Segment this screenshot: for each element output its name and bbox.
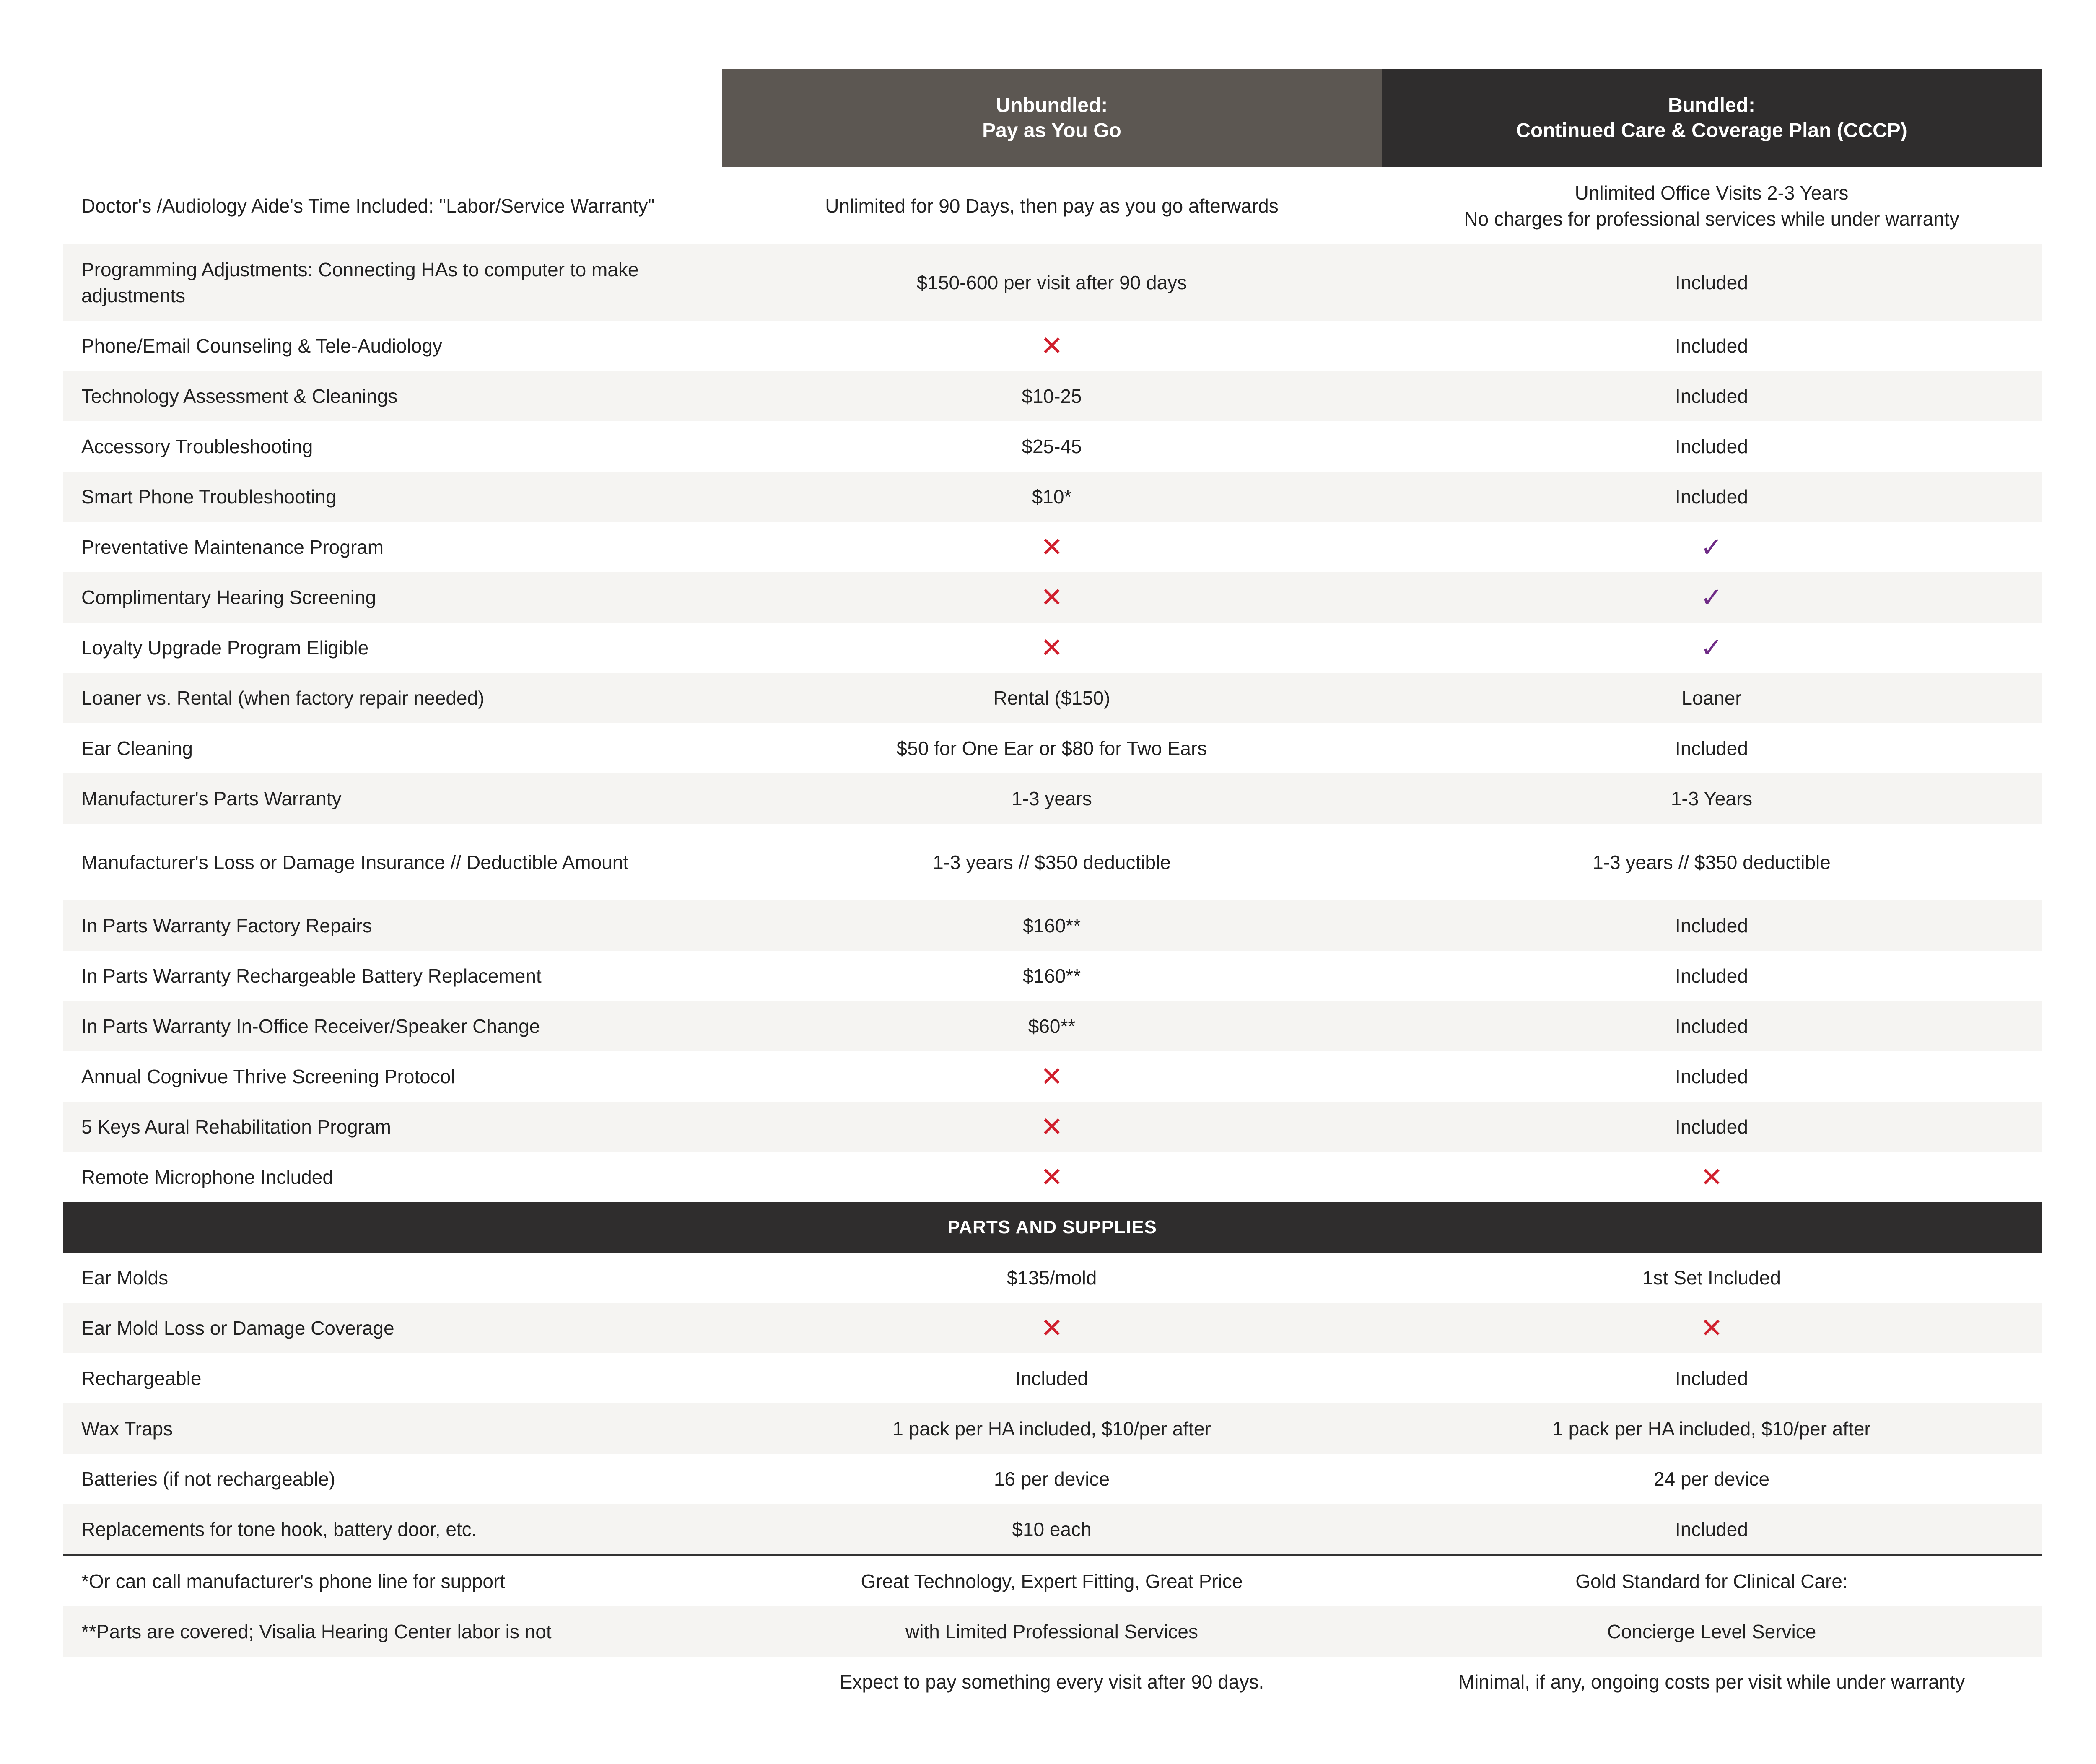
table-row xyxy=(63,1353,2042,1403)
table-row xyxy=(63,572,2042,623)
unbundled-value: 1-3 years // $350 deductible xyxy=(933,851,1171,873)
table-row xyxy=(63,244,2042,321)
table-row xyxy=(63,321,2042,371)
unbundled-cell xyxy=(722,433,1382,459)
table-row xyxy=(63,1606,2042,1657)
bundled-value: Included xyxy=(1675,915,1748,936)
bundled-cell xyxy=(1382,484,2042,510)
bundled-header-line1: Bundled: xyxy=(1668,94,1755,117)
unbundled-value: $25-45 xyxy=(1022,436,1082,457)
table-row xyxy=(63,1253,2042,1303)
bundled-value: 1-3 years // $350 deductible xyxy=(1593,851,1831,873)
bundled-value-line2: No charges for professional services while under warranty xyxy=(1464,208,1959,230)
bundled-cell xyxy=(1382,433,2042,459)
unbundled-value: 16 per device xyxy=(994,1468,1110,1490)
unbundled-cell xyxy=(722,193,1382,219)
row-label: Programming Adjustments: Connecting HAs to computer to make adjustments xyxy=(81,258,639,306)
bundled-cell xyxy=(1382,786,2042,812)
parts-section xyxy=(63,1253,2042,1554)
bundled-value: Included xyxy=(1675,436,1748,457)
unbundled-cell xyxy=(722,913,1382,939)
table-row xyxy=(63,167,2042,244)
row-label: Loyalty Upgrade Program Eligible xyxy=(81,637,369,659)
row-label: Rechargeable xyxy=(81,1367,202,1389)
bundled-cell xyxy=(1382,1064,2042,1090)
row-label: Annual Cognivue Thrive Screening Protocol xyxy=(81,1066,455,1087)
bundled-cell xyxy=(1382,735,2042,761)
bundled-value: Unlimited Office Visits 2-3 Years xyxy=(1575,182,1849,204)
unbundled-cell xyxy=(722,1013,1382,1039)
row-label: Complimentary Hearing Screening xyxy=(81,586,376,608)
table-row xyxy=(63,1504,2042,1554)
check-mark-icon: ✓ xyxy=(1700,532,1723,562)
bundled-value: Included xyxy=(1675,335,1748,357)
unbundled-value: $150-600 per visit after 90 days xyxy=(916,271,1187,293)
parts-section-title: PARTS AND SUPPLIES xyxy=(63,1202,2042,1253)
table-row xyxy=(63,1001,2042,1051)
x-mark-icon: ✕ xyxy=(1040,1112,1063,1142)
bundled-cell xyxy=(1382,963,2042,989)
unbundled-value: 1-3 years xyxy=(1012,788,1092,809)
bundled-value: Included xyxy=(1675,1116,1748,1138)
table-row xyxy=(63,421,2042,472)
bundled-cell xyxy=(1382,913,2042,939)
unbundled-header-line2: Pay as You Go xyxy=(982,119,1121,142)
x-mark-icon: ✕ xyxy=(1040,331,1063,361)
x-mark-icon: ✕ xyxy=(1040,1313,1063,1343)
row-label: Doctor's /Audiology Aide's Time Included: "Labor/Service Warranty" xyxy=(81,195,655,217)
bundled-value: 1st Set Included xyxy=(1642,1267,1781,1289)
unbundled-cell xyxy=(722,1619,1382,1645)
row-label: **Parts are covered; Visalia Hearing Center labor is not xyxy=(81,1621,552,1642)
bundled-value: Included xyxy=(1675,965,1748,987)
bundled-cell xyxy=(1382,1265,2042,1291)
bundled-cell xyxy=(1382,1568,2042,1594)
unbundled-value: $10 each xyxy=(1012,1518,1092,1540)
bundled-cell xyxy=(1382,634,2042,661)
table-row xyxy=(63,951,2042,1001)
bundled-cell xyxy=(1382,180,2042,232)
row-label: Technology Assessment & Cleanings xyxy=(81,385,398,407)
bundled-cell xyxy=(1382,1164,2042,1191)
bundled-value: Included xyxy=(1675,737,1748,759)
unbundled-value: $10-25 xyxy=(1022,385,1082,407)
bundled-cell xyxy=(1382,1365,2042,1391)
unbundled-cell xyxy=(722,1669,1382,1695)
row-label: 5 Keys Aural Rehabilitation Program xyxy=(81,1116,391,1138)
unbundled-cell xyxy=(722,1265,1382,1291)
table-row xyxy=(63,824,2042,900)
unbundled-cell xyxy=(722,534,1382,560)
row-label: Manufacturer's Loss or Damage Insurance // Deductible Amount xyxy=(81,851,629,873)
table-row xyxy=(63,900,2042,951)
row-label: In Parts Warranty Rechargeable Battery Replacement xyxy=(81,965,542,987)
table-row xyxy=(63,1657,2042,1707)
unbundled-value: $60** xyxy=(1028,1015,1076,1037)
unbundled-value: $135/mold xyxy=(1006,1267,1097,1289)
bundled-cell xyxy=(1382,1315,2042,1341)
unbundled-value: $160** xyxy=(1022,965,1081,987)
comparison-table xyxy=(63,69,2042,1707)
row-label: Loaner vs. Rental (when factory repair needed) xyxy=(81,687,485,709)
services-section xyxy=(63,167,2042,1202)
unbundled-header-line1: Unbundled: xyxy=(996,94,1108,117)
bundled-cell xyxy=(1382,1466,2042,1492)
bundled-cell xyxy=(1382,333,2042,359)
bundled-cell xyxy=(1382,270,2042,296)
unbundled-cell xyxy=(722,1164,1382,1191)
unbundled-cell xyxy=(722,332,1382,359)
row-label: In Parts Warranty Factory Repairs xyxy=(81,915,372,936)
row-label: Ear Mold Loss or Damage Coverage xyxy=(81,1317,394,1339)
row-label: Preventative Maintenance Program xyxy=(81,536,384,558)
check-mark-icon: ✓ xyxy=(1700,633,1723,663)
bundled-value: Loaner xyxy=(1681,687,1742,709)
bundled-value: Included xyxy=(1675,486,1748,508)
unbundled-cell xyxy=(722,1466,1382,1492)
unbundled-cell xyxy=(722,685,1382,711)
table-row xyxy=(63,723,2042,773)
unbundled-cell xyxy=(722,1568,1382,1594)
bundled-cell xyxy=(1382,534,2042,560)
table-row xyxy=(63,1403,2042,1454)
unbundled-cell xyxy=(722,1113,1382,1140)
unbundled-value: Included xyxy=(1015,1367,1088,1389)
row-label: Wax Traps xyxy=(81,1418,173,1440)
table-row xyxy=(63,371,2042,421)
unbundled-value: with Limited Professional Services xyxy=(905,1621,1198,1642)
row-label: Smart Phone Troubleshooting xyxy=(81,486,337,508)
bundled-value: 1-3 Years xyxy=(1671,788,1753,809)
unbundled-value: $160** xyxy=(1022,915,1081,936)
bundled-cell xyxy=(1382,1669,2042,1695)
unbundled-cell xyxy=(722,849,1382,875)
bundled-cell xyxy=(1382,1416,2042,1442)
row-label: Remote Microphone Included xyxy=(81,1166,333,1188)
bundled-header-line2: Continued Care & Coverage Plan (CCCP) xyxy=(1516,119,1907,142)
bundled-value: 1 pack per HA included, $10/per after xyxy=(1552,1418,1871,1440)
bundled-value: Minimal, if any, ongoing costs per visit while under warranty xyxy=(1458,1671,1965,1693)
unbundled-cell xyxy=(722,584,1382,611)
row-label: Ear Molds xyxy=(81,1267,169,1289)
bundled-value: Gold Standard for Clinical Care: xyxy=(1575,1570,1848,1592)
bundled-cell xyxy=(1382,1114,2042,1140)
unbundled-cell xyxy=(722,270,1382,296)
x-mark-icon: ✕ xyxy=(1700,1313,1723,1343)
bundled-value: Included xyxy=(1675,1066,1748,1087)
unbundled-cell xyxy=(722,1516,1382,1542)
bundled-cell xyxy=(1382,584,2042,611)
unbundled-cell xyxy=(722,383,1382,409)
bundled-cell xyxy=(1382,1013,2042,1039)
unbundled-cell xyxy=(722,963,1382,989)
unbundled-value: Rental ($150) xyxy=(993,687,1110,709)
unbundled-column-header xyxy=(722,69,1382,167)
table-row xyxy=(63,673,2042,723)
bundled-value: Concierge Level Service xyxy=(1607,1621,1816,1642)
row-label: Manufacturer's Parts Warranty xyxy=(81,788,342,809)
unbundled-value: Expect to pay something every visit after 90 days. xyxy=(839,1671,1264,1693)
bundled-value: Included xyxy=(1675,1015,1748,1037)
footer-section xyxy=(63,1556,2042,1707)
unbundled-cell xyxy=(722,735,1382,761)
table-row xyxy=(63,1303,2042,1353)
table-row xyxy=(63,1051,2042,1102)
table-row xyxy=(63,522,2042,572)
unbundled-cell xyxy=(722,1365,1382,1391)
table-row xyxy=(63,623,2042,673)
bundled-column-header xyxy=(1382,69,2042,167)
table-row xyxy=(63,1102,2042,1152)
unbundled-value: $50 for One Ear or $80 for Two Ears xyxy=(896,737,1207,759)
x-mark-icon: ✕ xyxy=(1040,1162,1063,1192)
unbundled-cell xyxy=(722,1416,1382,1442)
bundled-value: Included xyxy=(1675,1518,1748,1540)
bundled-value: Included xyxy=(1675,1367,1748,1389)
x-mark-icon: ✕ xyxy=(1040,1061,1063,1092)
table-header xyxy=(722,69,2042,167)
unbundled-cell xyxy=(722,484,1382,510)
table-row xyxy=(63,1454,2042,1504)
x-mark-icon: ✕ xyxy=(1700,1162,1723,1192)
table-row xyxy=(63,472,2042,522)
row-label: Replacements for tone hook, battery door, etc. xyxy=(81,1518,477,1540)
unbundled-value: Unlimited for 90 Days, then pay as you go afterwards xyxy=(825,195,1279,217)
unbundled-value: $10* xyxy=(1032,486,1072,508)
unbundled-value: 1 pack per HA included, $10/per after xyxy=(892,1418,1211,1440)
bundled-value: 24 per device xyxy=(1653,1468,1770,1490)
row-label: Phone/Email Counseling & Tele-Audiology xyxy=(81,335,442,357)
x-mark-icon: ✕ xyxy=(1040,633,1063,663)
bundled-cell xyxy=(1382,1516,2042,1542)
bundled-value: Included xyxy=(1675,271,1748,293)
unbundled-cell xyxy=(722,786,1382,812)
x-mark-icon: ✕ xyxy=(1040,582,1063,612)
table-row xyxy=(63,1152,2042,1202)
bundled-cell xyxy=(1382,685,2042,711)
bundled-cell xyxy=(1382,1619,2042,1645)
table-row xyxy=(63,773,2042,824)
bundled-value: Included xyxy=(1675,385,1748,407)
bundled-cell xyxy=(1382,849,2042,875)
row-label: In Parts Warranty In-Office Receiver/Speaker Change xyxy=(81,1015,540,1037)
unbundled-value: Great Technology, Expert Fitting, Great Price xyxy=(861,1570,1243,1592)
check-mark-icon: ✓ xyxy=(1700,582,1723,612)
x-mark-icon: ✕ xyxy=(1040,532,1063,562)
row-label: Batteries (if not rechargeable) xyxy=(81,1468,335,1490)
row-label: Ear Cleaning xyxy=(81,737,193,759)
unbundled-cell xyxy=(722,1063,1382,1090)
bundled-cell xyxy=(1382,383,2042,409)
unbundled-cell xyxy=(722,634,1382,661)
unbundled-cell xyxy=(722,1315,1382,1341)
table-row xyxy=(63,1556,2042,1606)
row-label: Accessory Troubleshooting xyxy=(81,436,313,457)
row-label: *Or can call manufacturer's phone line for support xyxy=(81,1570,506,1592)
